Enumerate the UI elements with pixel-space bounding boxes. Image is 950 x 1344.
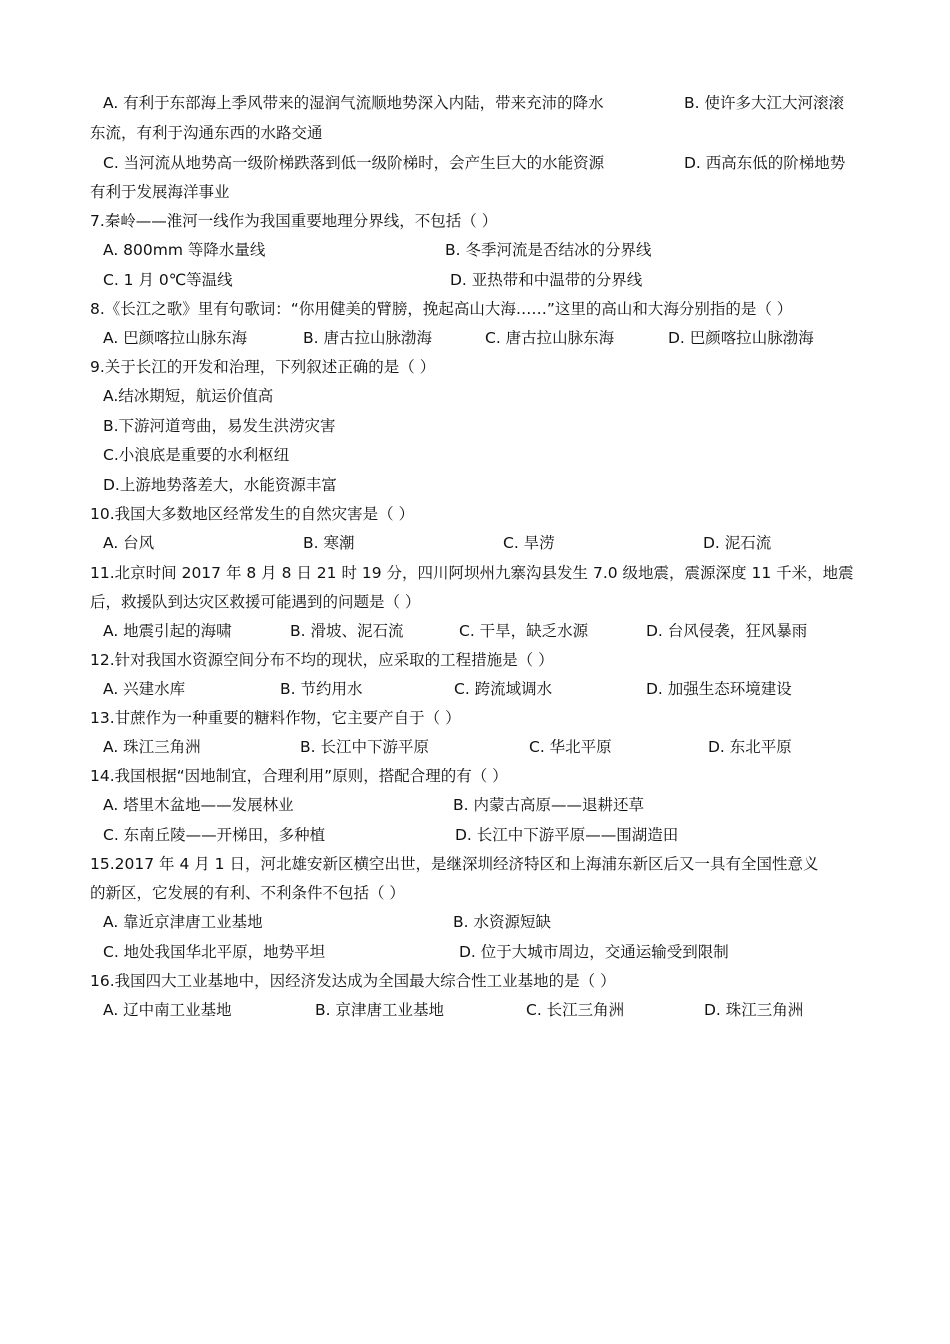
q7-option-c: C. 1 月 0℃等温线 — [103, 271, 233, 289]
q15-option-b: B. 水资源短缺 — [453, 913, 551, 931]
q13-option-b: B. 长江中下游平原 — [300, 738, 429, 756]
q7-option-d: D. 亚热带和中温带的分界线 — [450, 271, 643, 289]
q8-option-b: B. 唐古拉山脉渤海 — [303, 329, 432, 347]
q8-option-d: D. 巴颜喀拉山脉渤海 — [668, 329, 814, 347]
q16-option-b: B. 京津唐工业基地 — [315, 1001, 444, 1019]
q14-stem: 14.我国根据“因地制宜，合理利用”原则，搭配合理的有（ ） — [90, 767, 508, 785]
q11-stem-cont: 后，救援队到达灾区救援可能遇到的问题是（ ） — [90, 593, 421, 611]
q7-option-b: B. 冬季河流是否结冰的分界线 — [445, 241, 652, 259]
q12-option-a: A. 兴建水库 — [103, 680, 186, 698]
q11-option-a: A. 地震引起的海啸 — [103, 622, 232, 640]
q15-option-a: A. 靠近京津唐工业基地 — [103, 913, 263, 931]
q10-stem: 10.我国大多数地区经常发生的自然灾害是（ ） — [90, 505, 415, 523]
q9-option-c: C.小浪底是重要的水利枢纽 — [103, 446, 290, 464]
q6-option-d-cont: 有利于发展海洋事业 — [90, 183, 230, 201]
q8-option-c: C. 唐古拉山脉东海 — [485, 329, 615, 347]
q11-option-d: D. 台风侵袭，狂风暴雨 — [646, 622, 808, 640]
q16-option-a: A. 辽中南工业基地 — [103, 1001, 232, 1019]
q14-option-b: B. 内蒙古高原——退耕还草 — [453, 796, 644, 814]
q11-option-b: B. 滑坡、泥石流 — [290, 622, 404, 640]
q10-option-a: A. 台风 — [103, 534, 155, 552]
q15-stem: 15.2017 年 4 月 1 日，河北雄安新区横空出世，是继深圳经济特区和上海浦东新区后又一具有全国性意义 — [90, 855, 819, 873]
q6-option-a: A. 有利于东部海上季风带来的湿润气流顺地势深入内陆，带来充沛的降水 — [103, 94, 604, 112]
q12-option-d: D. 加强生态环境建设 — [646, 680, 792, 698]
q13-option-c: C. 华北平原 — [529, 738, 612, 756]
q9-stem: 9.关于长江的开发和治理，下列叙述正确的是（ ） — [90, 358, 436, 376]
q13-option-d: D. 东北平原 — [708, 738, 792, 756]
q13-stem: 13.甘蔗作为一种重要的糖料作物，它主要产自于（ ） — [90, 709, 461, 727]
q8-stem: 8.《长江之歌》里有句歌词：“你用健美的臂膀，挽起高山大海……”这里的高山和大海分别指的是（ ） — [90, 300, 793, 318]
q12-stem: 12.针对我国水资源空间分布不均的现状，应采取的工程措施是（ ） — [90, 651, 554, 669]
q12-option-b: B. 节约用水 — [280, 680, 363, 698]
q13-option-a: A. 珠江三角洲 — [103, 738, 201, 756]
q16-option-c: C. 长江三角洲 — [526, 1001, 625, 1019]
q9-option-a: A.结冰期短，航运价值高 — [103, 387, 274, 405]
q6-option-c: C. 当河流从地势高一级阶梯跌落到低一级阶梯时，会产生巨大的水能资源 — [103, 154, 605, 172]
q7-stem: 7.秦岭——淮河一线作为我国重要地理分界线，不包括（ ） — [90, 212, 498, 230]
q6-option-d: D. 西高东低的阶梯地势 — [684, 154, 846, 172]
q10-option-d: D. 泥石流 — [703, 534, 772, 552]
q7-option-a: A. 800mm 等降水量线 — [103, 241, 266, 259]
q15-stem-cont: 的新区，它发展的有利、不利条件不包括（ ） — [90, 884, 405, 902]
q11-stem: 11.北京时间 2017 年 8 月 8 日 21 时 19 分，四川阿坝州九寨沟县发生 7.0 级地震，震源深度 11 千米，地震 — [90, 564, 854, 582]
q14-option-a: A. 塔里木盆地——发展林业 — [103, 796, 294, 814]
q15-option-d: D. 位于大城市周边，交通运输受到限制 — [459, 943, 729, 961]
q10-option-b: B. 寒潮 — [303, 534, 355, 552]
q16-stem: 16.我国四大工业基地中，因经济发达成为全国最大综合性工业基地的是（ ） — [90, 972, 616, 990]
q14-option-c: C. 东南丘陵——开梯田，多种植 — [103, 826, 326, 844]
q10-option-c: C. 旱涝 — [503, 534, 555, 552]
q11-option-c: C. 干旱，缺乏水源 — [459, 622, 589, 640]
q15-option-c: C. 地处我国华北平原，地势平坦 — [103, 943, 326, 961]
q6-option-b: B. 使许多大江大河滚滚 — [684, 94, 844, 112]
q16-option-d: D. 珠江三角洲 — [704, 1001, 804, 1019]
q9-option-d: D.上游地势落差大，水能资源丰富 — [103, 476, 337, 494]
q14-option-d: D. 长江中下游平原——围湖造田 — [455, 826, 679, 844]
q9-option-b: B.下游河道弯曲，易发生洪涝灾害 — [103, 417, 336, 435]
q6-option-b-cont: 东流，有利于沟通东西的水路交通 — [90, 124, 323, 142]
q8-option-a: A. 巴颜喀拉山脉东海 — [103, 329, 248, 347]
q12-option-c: C. 跨流域调水 — [454, 680, 553, 698]
